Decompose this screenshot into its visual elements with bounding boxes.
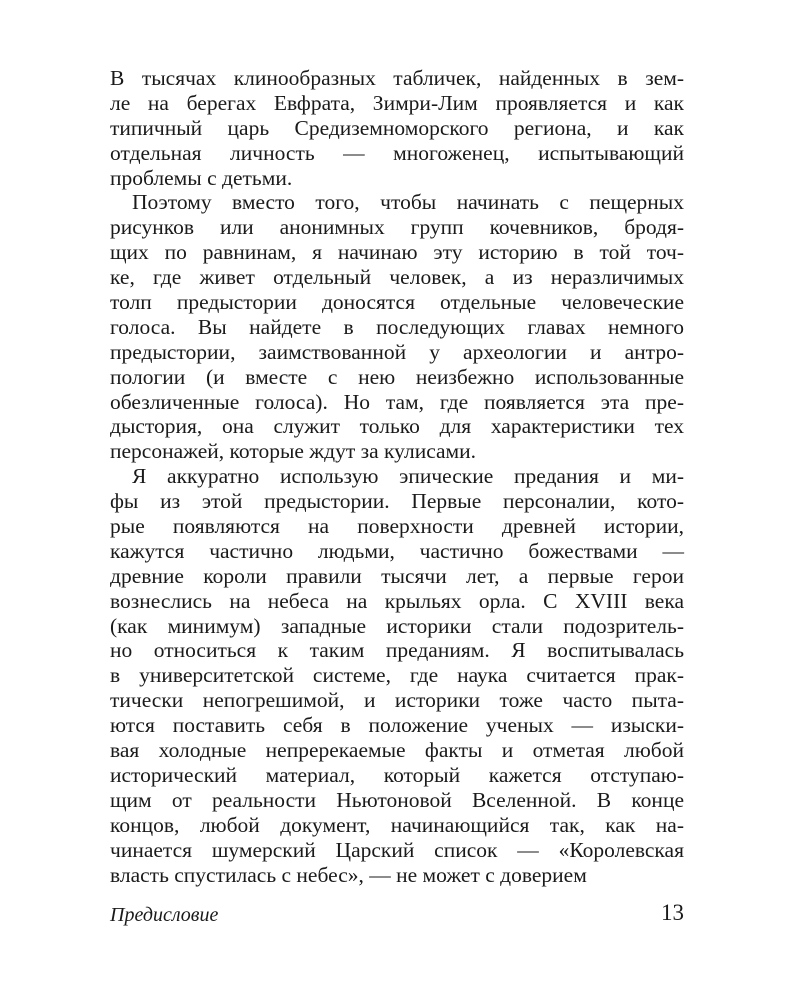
text-line: ле на берегах Евфрата, Зимри-Лим проявляется и как <box>110 90 684 115</box>
text-line: проблемы с детьми. <box>110 165 293 190</box>
text-line: обезличенные голоса). Но там, где появляется эта пре- <box>110 389 684 414</box>
text-line: ются поставить себя в положение ученых — изыски- <box>110 713 684 738</box>
body-text <box>110 66 684 887</box>
text-line: кажутся частично людьми, частично божествами — <box>110 538 684 563</box>
text-line: персонажей, которые ждут за кулисами. <box>110 439 477 464</box>
text-line: ке, где живет отдельный человек, а из неразличимых <box>110 265 684 290</box>
text-line: толп предыстории доносятся отдельные человеческие <box>110 290 684 315</box>
paragraph <box>110 464 684 887</box>
text-line: в университетской системе, где наука считается прак- <box>110 663 684 688</box>
text-line: предыстории, заимствованной у археологии и антро- <box>110 339 684 364</box>
text-line: (как минимум) западные историки стали подозритель- <box>110 613 684 638</box>
text-line: В тысячах клинообразных табличек, найденных в зем- <box>110 66 684 90</box>
text-line: типичный царь Средиземноморского региона, и как <box>110 115 684 140</box>
paragraph <box>110 66 684 190</box>
text-line: дыстория, она служит только для характеристики тех <box>110 414 684 439</box>
text-line: древние короли правили тысячи лет, а первые герои <box>110 563 684 588</box>
text-line: исторический материал, который кажется отступаю- <box>110 762 684 787</box>
text-line: рисунков или анонимных групп кочевников, бродя- <box>110 215 684 240</box>
text-line: вая холодные непререкаемые факты и отметая любой <box>110 738 684 763</box>
text-line: щим от реальности Ньютоновой Вселенной. В конце <box>110 787 684 812</box>
page-number: 13 <box>661 900 684 925</box>
text-line: отдельная личность — многоженец, испытывающий <box>110 140 684 165</box>
text-line: голоса. Вы найдете в последующих главах немного <box>110 314 684 339</box>
text-line: но относиться к таким преданиям. Я воспитывалась <box>110 638 684 663</box>
text-line: Я аккуратно использую эпические предания и ми- <box>132 464 684 489</box>
text-line: фы из этой предыстории. Первые персоналии, кото- <box>110 489 684 514</box>
running-footer-title: Предисловие <box>110 904 219 926</box>
text-line: чинается шумерский Царский список — «Королевская <box>110 837 684 862</box>
text-line: власть спустилась с небес», — не может с доверием <box>110 862 587 887</box>
text-line: вознеслись на небеса на крыльях орла. С XVIII века <box>110 588 684 613</box>
text-line: тически непогрешимой, и историки тоже часто пыта- <box>110 688 684 713</box>
text-line: Поэтому вместо того, чтобы начинать с пещерных <box>132 190 684 215</box>
text-line: щих по равнинам, я начинаю эту историю в той точ- <box>110 240 684 265</box>
text-line: концов, любой документ, начинающийся так, как на- <box>110 812 684 837</box>
paragraph <box>110 190 684 464</box>
text-line: пологии (и вместе с нею неизбежно использованные <box>110 364 684 389</box>
text-line: рые появляются на поверхности древней истории, <box>110 514 684 539</box>
